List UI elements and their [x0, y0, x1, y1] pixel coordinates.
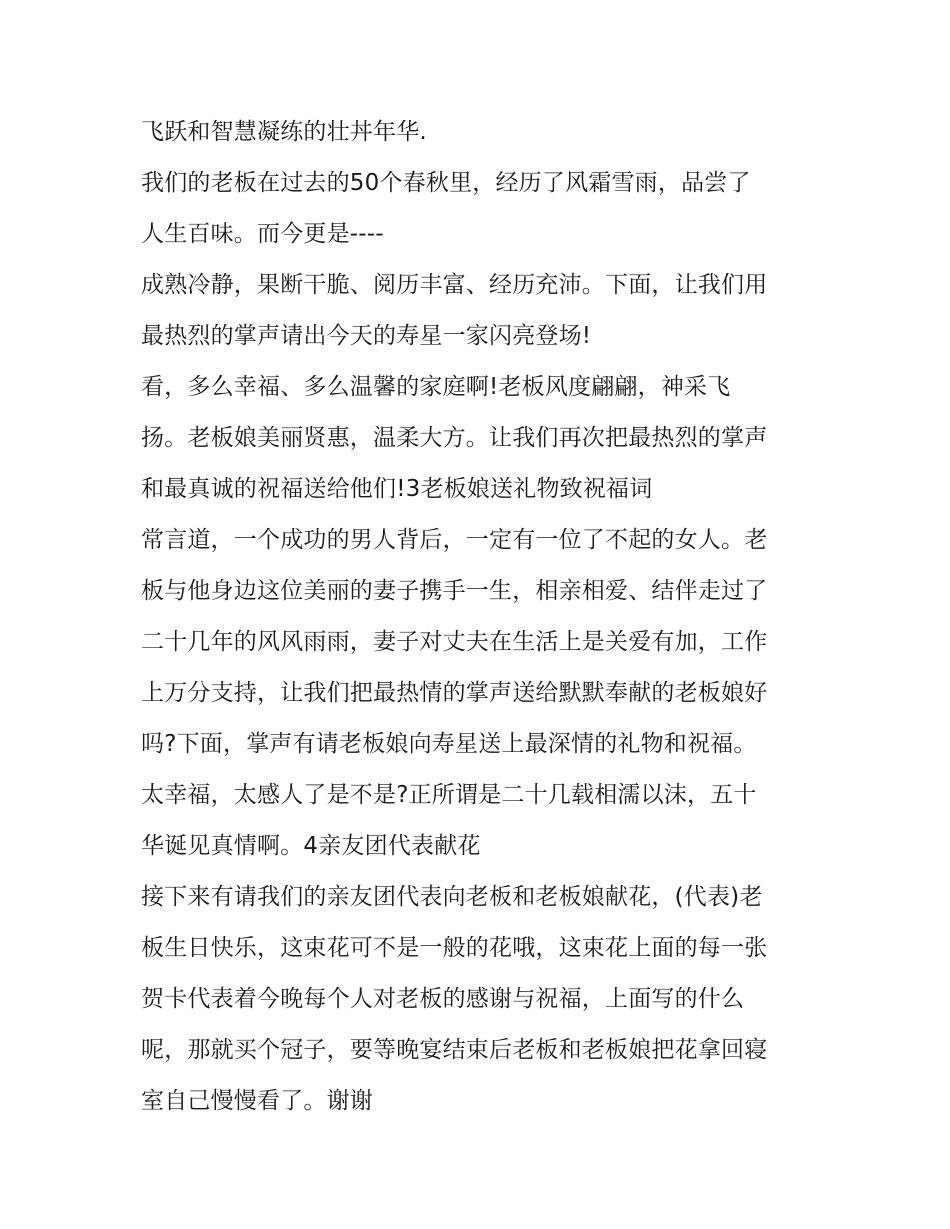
text-line-13: 吗?下面，掌声有请老板娘向寿星送上最深情的礼物和祝福。 — [141, 731, 757, 757]
text-line-16: 接下来有请我们的亲友团代表向老板和老板娘献花，(代表)老 — [141, 884, 763, 910]
text-line-4: 成熟冷静，果断干脆、阅历丰富、经历充沛。下面，让我们用 — [141, 272, 768, 298]
text-line-17: 板生日快乐，这束花可不是一般的花哦，这束花上面的每一张 — [141, 935, 768, 961]
text-line-20: 室自己慢慢看了。谢谢 — [141, 1088, 373, 1114]
text-line-15: 华诞见真情啊。4亲友团代表献花 — [141, 833, 481, 859]
text-line-7: 扬。老板娘美丽贤惠，温柔大方。让我们再次把最热烈的掌声 — [141, 425, 768, 451]
text-line-6: 看，多么幸福、多么温馨的家庭啊!老板风度翩翩，神采飞 — [141, 374, 731, 400]
text-line-5: 最热烈的掌声请出今天的寿星一家闪亮登场! — [141, 323, 592, 349]
text-line-12: 上万分支持，让我们把最热情的掌声送给默默奉献的老板娘好 — [141, 680, 768, 706]
text-line-10: 板与他身边这位美丽的妻子携手一生，相亲相爱、结伴走过了 — [141, 578, 768, 604]
text-line-11: 二十几年的风风雨雨，妻子对丈夫在生活上是关爱有加，工作 — [141, 629, 768, 655]
text-line-3: 人生百味。而今更是---- — [141, 221, 384, 247]
document-body — [141, 107, 821, 1127]
text-line-14: 太幸福，太感人了是不是?正所谓是二十几载相濡以沫，五十 — [141, 782, 757, 808]
text-line-8: 和最真诚的祝福送给他们!3老板娘送礼物致祝福词 — [141, 476, 653, 502]
text-line-2: 我们的老板在过去的50个春秋里，经历了风霜雪雨，品尝了 — [141, 170, 751, 196]
text-line-19: 呢，那就买个冠子，要等晚宴结束后老板和老板娘把花拿回寝 — [141, 1037, 768, 1063]
text-line-9: 常言道，一个成功的男人背后，一定有一位了不起的女人。老 — [141, 527, 768, 553]
text-line-18: 贺卡代表着今晚每个人对老板的感谢与祝福，上面写的什么 — [141, 986, 745, 1012]
text-line-1: 飞跃和智慧凝练的壮丼年华. — [141, 119, 427, 145]
